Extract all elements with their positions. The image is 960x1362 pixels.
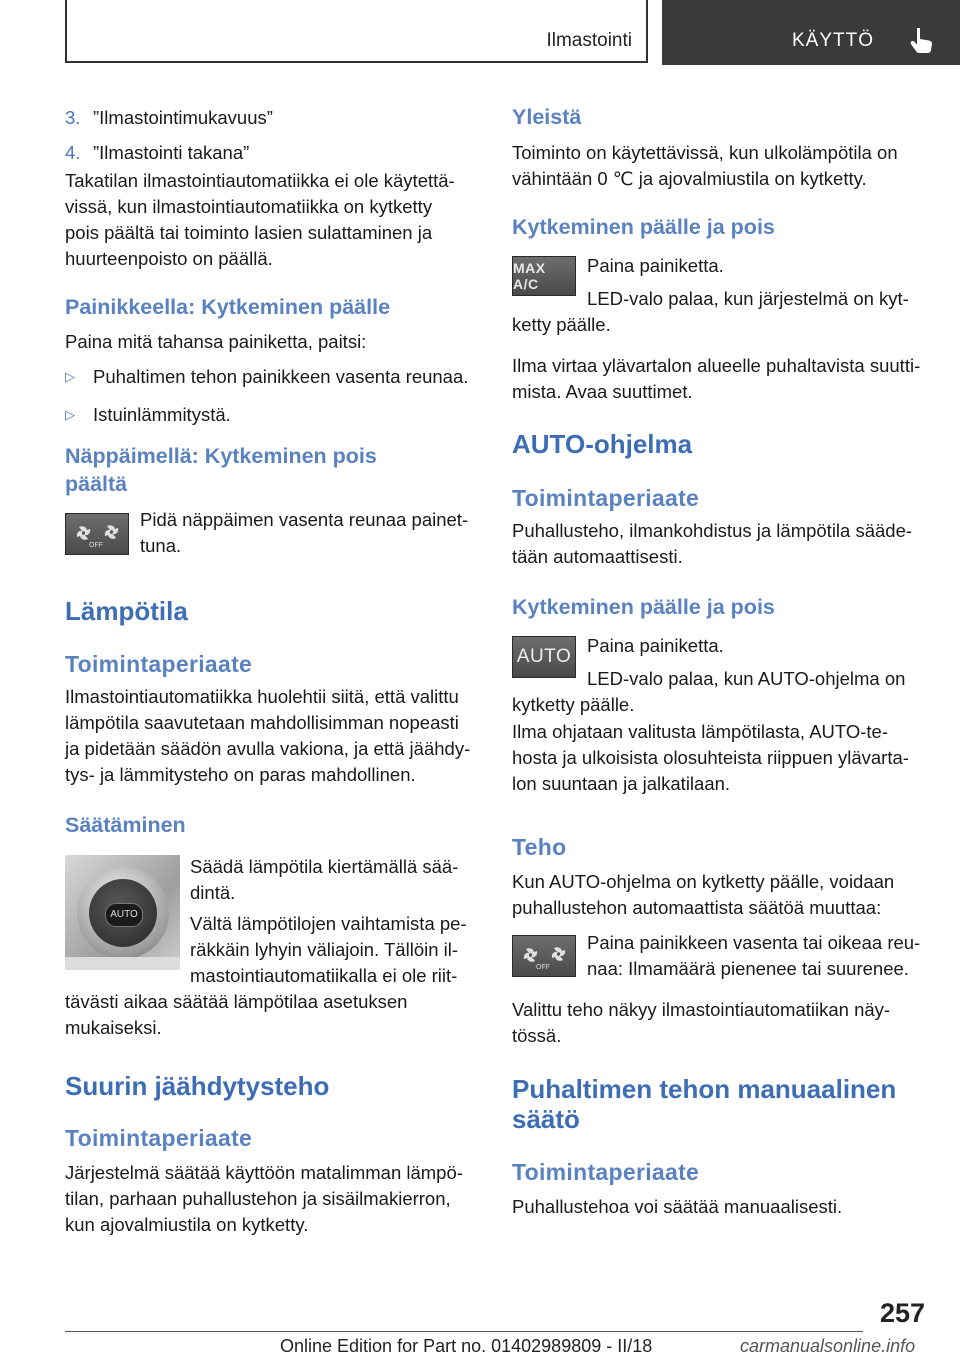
footer-divider [65,1331,863,1332]
text-line: ketty päälle. [512,314,611,335]
heading-auto-program: AUTO-ohjelma [512,429,693,459]
auto-label: AUTO [516,646,572,667]
paragraph-press-button: Paina painiketta. [587,255,724,276]
bullet-item: ▷ Istuinlämmitystä. [65,402,468,428]
paragraph-key-off: Pidä näppäimen vasenta reunaa painet‐ tuna. [140,509,469,556]
heading-general: Yleistä [512,105,582,129]
paragraph-manual: Puhallustehoa voi säätää manuaalisesti. [512,1196,843,1217]
paragraph-air-direction: Ilma ohjataan valitusta lämpötilasta, AUTO-te‐ hosta ja ulkoisista olosuhteista riippuen ylävarta‐ lon suuntaan ja jalkatilaan. [512,721,909,794]
max-ac-label: MAX A/C [513,260,546,292]
header-section-title: Ilmastointi [546,30,632,51]
paragraph-button-on: Paina mitä tahansa painiketta, paitsi: [65,331,367,352]
triangle-bullet-icon: ▷ [65,407,75,422]
svg-text:OFF: OFF [536,964,550,971]
fan-icon [516,939,572,973]
heading-principle: Toimintaperiaate [65,651,253,677]
paragraph-adjust-3: tävästi aikaa säätää lämpötilaa asetuksen mukaiseksi. [65,991,408,1038]
temperature-knob-image [65,855,180,970]
paragraph-max-cooling: Järjestelmä säätää käyttöön matalimman lämpö‐ tilan, parhaan puhallustehon ja sisäilmakierron, kun ajovalmiustila on kytketty. [65,1162,463,1235]
heading-temperature: Lämpötila [65,596,188,626]
text-line: huurteenpoisto on päällä. [65,248,273,269]
knob-auto-label: AUTO [105,903,143,927]
heading-manual-fan: Puhaltimen tehon manuaalinen säätö [512,1074,897,1134]
paragraph-press-button: Paina painiketta. [587,635,724,656]
fan-icon [69,517,125,551]
bullet-item: ▷ Puhaltimen tehon painikkeen vasenta reunaa. [65,364,468,390]
bullet-list [65,364,468,428]
edition-note: Online Edition for Part no. 01402989809 - II/18 [280,1336,653,1356]
paragraph-led-1: LED-valo palaa, kun järjestelmä on kyt‐ [587,288,909,309]
fan-off-button-image [65,513,129,555]
heading-principle: Toimintaperiaate [65,1125,253,1151]
heading-key-off: Näppäimellä: Kytkeminen pois päältä [65,444,377,496]
heading-on-off: Kytkeminen päälle ja pois [512,595,775,619]
text-line: Takatilan ilmastointiautomatiikka ei ole käytettä‐ [65,170,455,191]
watermark: carmanualsonline.info [740,1336,916,1356]
heading-button-on: Painikkeella: Kytkeminen päälle [65,295,391,319]
paragraph-shown: Valittu teho näkyy ilmastointiautomatiikan näy‐ tössä. [512,999,891,1046]
heading-principle: Toimintaperiaate [512,485,700,511]
max-ac-button-image [512,256,576,296]
numbered-list [65,105,273,166]
paragraph-auto: Puhallusteho, ilmankohdistus ja lämpötila sääde‐ tään automaattisesti. [512,520,913,567]
text-line: pois päältä tai toiminto lasien sulattaminen ja [65,222,433,243]
text-line: vissä, kun ilmastointiautomatiikka on kytketty [65,196,433,217]
svg-text:OFF: OFF [89,542,103,549]
page-number: 257 [880,1298,926,1328]
list-item: 4. ”Ilmastointi takana” [65,142,250,163]
heading-max-cooling: Suurin jäähdytysteho [65,1071,330,1101]
paragraph-fan-button: Paina painikkeen vasenta tai oikeaa reu‐ naa: Ilmamäärä pienenee tai suurenee. [587,932,921,979]
paragraph-general: Toiminto on käytettävissä, kun ulkolämpötila on vähintään 0 ℃ ja ajovalmiustila on kytketty. [512,142,898,189]
paragraph-air-flow: Ilma virtaa ylävartalon alueelle puhaltavista suutti‐ mista. Avaa suuttimet. [512,355,921,402]
text-line: kytketty päälle. [512,694,635,715]
heading-adjust: Säätäminen [65,813,186,837]
pointing-hand-icon [907,25,937,55]
heading-power: Teho [512,834,567,860]
paragraph-rear [65,168,455,272]
auto-button-image [512,636,576,678]
heading-principle: Toimintaperiaate [512,1159,700,1185]
paragraph-temperature: Ilmastointiautomatiikka huolehtii siitä, että valittu lämpötila saavutetaan mahdollisimman nopeasti ja pidetään säädön avulla vakiona, ja että jäähdy‐ tys- ja lämmitysteho on paras mahdollinen. [65,686,471,785]
triangle-bullet-icon: ▷ [65,369,75,384]
heading-on-off: Kytkeminen päälle ja pois [512,215,775,239]
fan-button-image [512,935,576,977]
header-chapter-tab [662,0,960,65]
header-section-box [65,0,648,63]
header-chapter-label: KÄYTTÖ [792,30,875,51]
paragraph-adjust-1: Säädä lämpötila kiertämällä sää‐ dintä. [190,856,459,903]
paragraph-led-2: LED-valo palaa, kun AUTO-ohjelma on [587,668,906,689]
paragraph-power: Kun AUTO-ohjelma on kytketty päälle, voidaan puhallustehon automaattista säätöä muuttaa: [512,871,895,918]
list-item: 3. ”Ilmastointimukavuus” [65,107,273,128]
paragraph-adjust-2: Vältä lämpötilojen vaihtamista pe‐ räkkäin lyhyin väliajoin. Tällöin il‐ mastointiautomatiikalla ei ole riit‐ [190,913,467,986]
